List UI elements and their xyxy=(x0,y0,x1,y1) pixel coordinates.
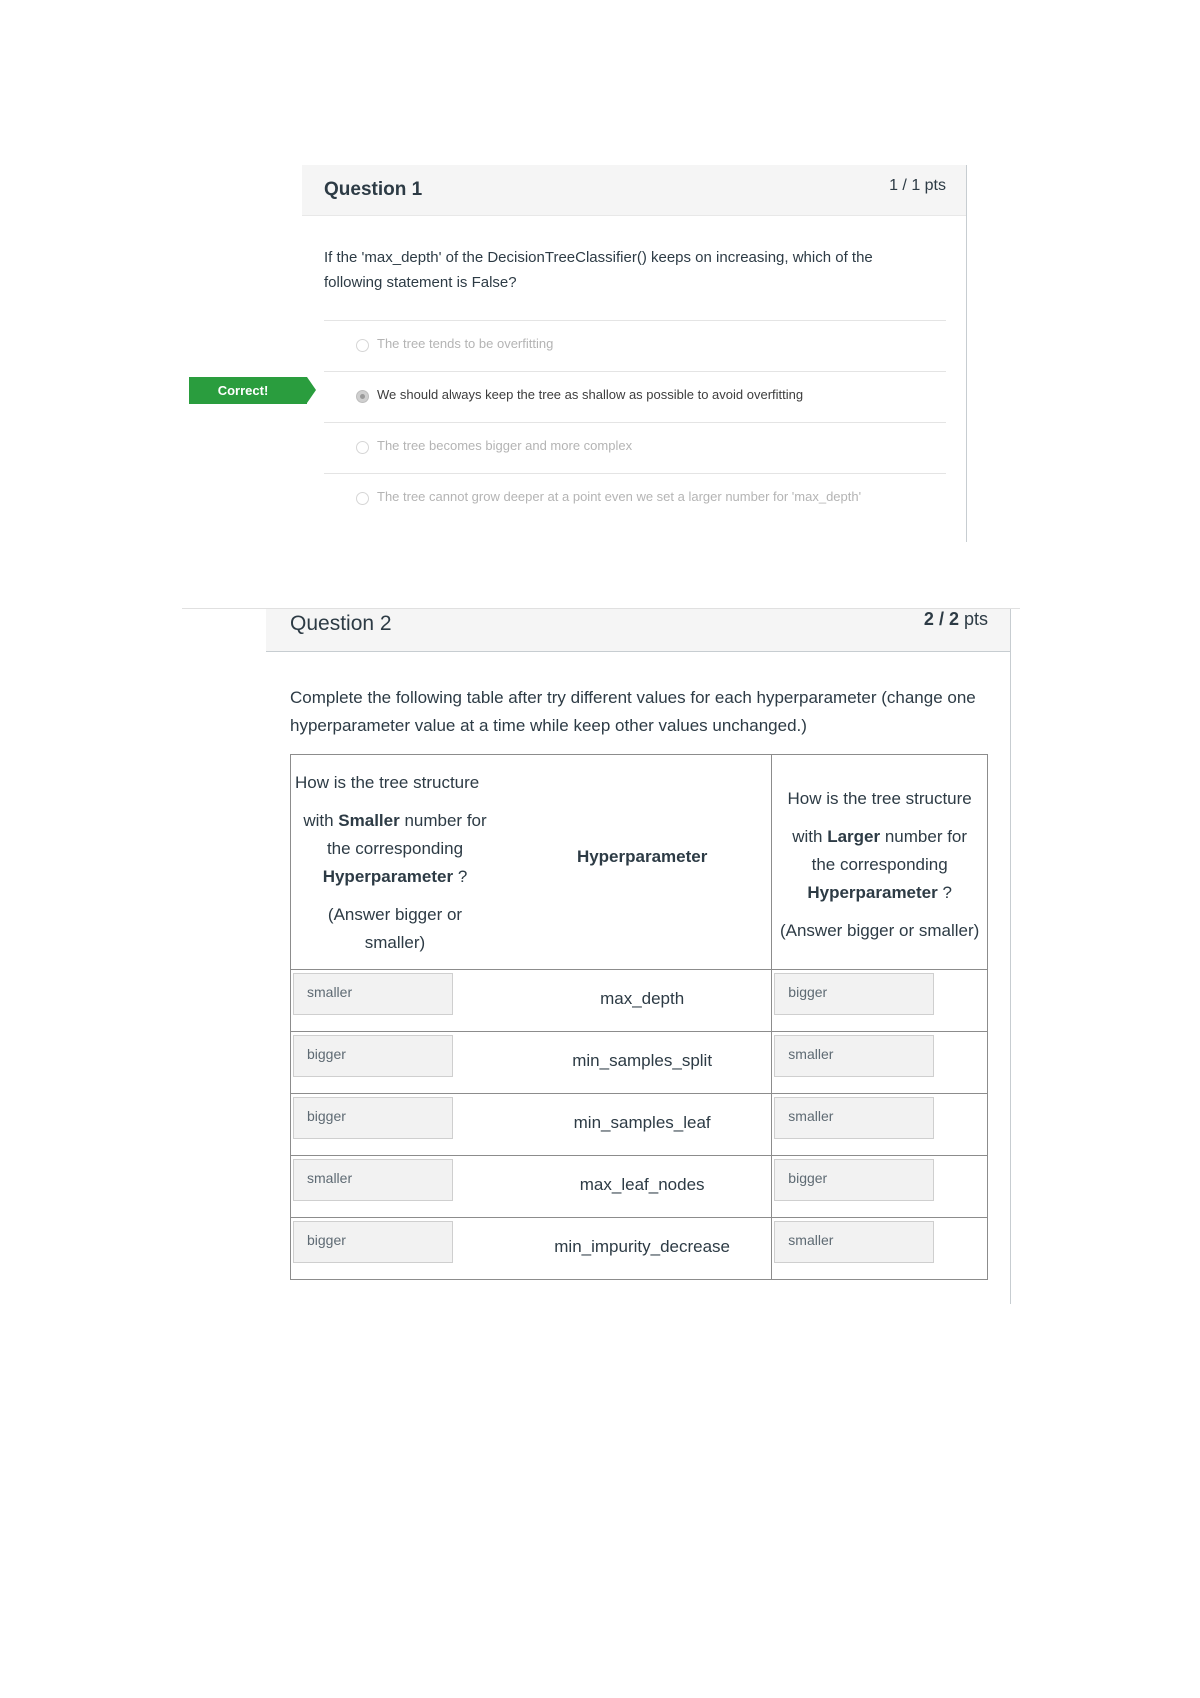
cell-larger xyxy=(772,1218,988,1280)
answer-option-3[interactable] xyxy=(324,423,946,474)
answer-list xyxy=(324,320,946,524)
cell-larger xyxy=(772,1032,988,1094)
header-text-part: with xyxy=(792,827,828,846)
answer-label: The tree becomes bigger and more complex xyxy=(377,438,633,453)
table-row xyxy=(291,1032,988,1094)
header-text xyxy=(295,863,495,891)
correct-answer-badge: Correct! xyxy=(189,377,307,404)
answer-option-4[interactable] xyxy=(324,474,946,524)
question-1-header xyxy=(302,165,966,216)
header-text: the corresponding xyxy=(811,855,948,874)
table-header-row xyxy=(291,755,988,970)
points-unit: pts xyxy=(963,609,988,629)
header-text: the corresponding xyxy=(326,839,464,858)
question-1-points: 1 / 1 pts xyxy=(889,177,946,194)
param-name: max_leaf_nodes xyxy=(579,1175,705,1194)
header-text-part: number for xyxy=(399,811,487,830)
header-text-part: with xyxy=(303,811,339,830)
question-2-text: Complete the following table after try different values for each hyperparameter (change one hyperparameter value at a time while keep other values unchanged.) xyxy=(290,688,976,735)
cell-smaller-and-param xyxy=(291,1032,772,1094)
answer-option-2[interactable] xyxy=(324,372,946,423)
table-row xyxy=(291,1218,988,1280)
header-text-part: ? xyxy=(937,883,952,902)
question-2-title: Question 2 xyxy=(290,612,392,635)
table-row xyxy=(291,970,988,1032)
header-text xyxy=(772,879,987,907)
cell-smaller-and-param xyxy=(291,1094,772,1156)
param-name: min_samples_split xyxy=(572,1051,713,1070)
header-text-bold: Smaller xyxy=(338,811,400,830)
answer-input-larger[interactable]: smaller xyxy=(774,1097,934,1139)
header-text: (Answer bigger or xyxy=(327,905,463,924)
header-text xyxy=(772,823,987,851)
question-1-card xyxy=(302,165,967,542)
header-text xyxy=(295,807,495,835)
question-1-text: If the 'max_depth' of the DecisionTreeClassifier() keeps on increasing, which of the following statement is False? xyxy=(324,249,873,291)
cell-smaller-and-param xyxy=(291,970,772,1032)
answer-label: The tree cannot grow deeper at a point even we set a larger number for 'max_depth' xyxy=(377,489,862,504)
header-text-bold: Hyperparameter xyxy=(322,867,454,886)
radio-icon[interactable] xyxy=(356,441,369,454)
question-2-header xyxy=(266,609,1010,652)
answer-input-larger[interactable]: smaller xyxy=(774,1035,934,1077)
cell-larger xyxy=(772,970,988,1032)
answer-label: The tree tends to be overfitting xyxy=(377,336,554,351)
header-larger xyxy=(772,779,987,945)
header-text-bold: Hyperparameter xyxy=(807,883,938,902)
radio-checked-icon[interactable] xyxy=(356,390,369,403)
answer-label: We should always keep the tree as shallow as possible to avoid overfitting xyxy=(377,387,804,402)
answer-input-smaller[interactable]: bigger xyxy=(293,1097,453,1139)
points-earned: 2 xyxy=(923,609,934,629)
header-text: smaller) xyxy=(364,933,426,952)
answer-input-larger[interactable]: bigger xyxy=(774,1159,934,1201)
cell-larger xyxy=(772,1156,988,1218)
header-text: (Answer bigger or smaller) xyxy=(779,921,980,940)
header-text: How is the tree structure xyxy=(787,789,972,808)
header-text-part: number for xyxy=(880,827,968,846)
header-hyperparameter: Hyperparameter xyxy=(576,847,708,866)
answer-input-smaller[interactable]: bigger xyxy=(293,1221,453,1263)
question-2-points xyxy=(924,609,988,630)
param-name: min_impurity_decrease xyxy=(554,1237,731,1256)
answer-input-larger[interactable]: bigger xyxy=(774,973,934,1015)
table-header-larger xyxy=(772,755,988,970)
table-header-smaller-and-param xyxy=(291,755,772,970)
answer-input-smaller[interactable]: smaller xyxy=(293,1159,453,1201)
hyperparameter-table xyxy=(290,754,988,1280)
answer-option-1[interactable] xyxy=(324,321,946,372)
table-row xyxy=(291,1156,988,1218)
header-text: How is the tree structure xyxy=(295,773,480,792)
answer-input-smaller[interactable]: bigger xyxy=(293,1035,453,1077)
param-name: min_samples_leaf xyxy=(573,1113,711,1132)
header-text-part: ? xyxy=(453,867,468,886)
radio-icon[interactable] xyxy=(356,492,369,505)
cell-smaller-and-param xyxy=(291,1156,772,1218)
points-total: / 2 xyxy=(938,609,959,629)
cell-larger xyxy=(772,1094,988,1156)
header-smaller xyxy=(295,769,495,957)
question-2-card xyxy=(266,609,1011,1304)
table-row xyxy=(291,1094,988,1156)
radio-icon[interactable] xyxy=(356,339,369,352)
header-text-bold: Larger xyxy=(827,827,881,846)
answer-input-larger[interactable]: smaller xyxy=(774,1221,934,1263)
cell-smaller-and-param xyxy=(291,1218,772,1280)
param-name: max_depth xyxy=(600,989,685,1008)
question-1-title: Question 1 xyxy=(324,179,423,200)
answer-input-smaller[interactable]: smaller xyxy=(293,973,453,1015)
